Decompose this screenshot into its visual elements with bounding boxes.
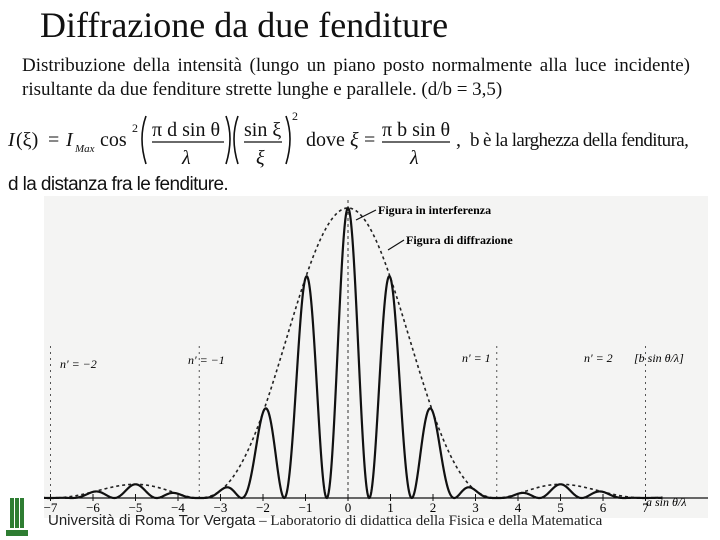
- formula-den2: ξ: [256, 147, 265, 169]
- slide-subtitle: Distribuzione della intensità (lungo un piano posto normalmente alla luce incidente) risultante da due fenditure strette lunghe e parallele. (d/b = 3,5): [22, 55, 690, 100]
- x-tick-label: 4: [514, 500, 522, 515]
- formula-eq: =: [48, 129, 60, 151]
- x-tick-label: −1: [298, 500, 313, 515]
- formula-I: I: [8, 129, 15, 151]
- formula-xi-arg: (ξ): [16, 129, 39, 151]
- formula-exp2: 2: [292, 109, 298, 123]
- x-tick-label: 0: [344, 500, 352, 515]
- x-tick-label: 6: [599, 500, 607, 515]
- n-label-plus2-extra: [b sin θ/λ]: [634, 351, 684, 365]
- formula-comma: ,: [456, 129, 461, 151]
- x-tick-label: −6: [86, 500, 100, 515]
- formula-cos: cos: [100, 129, 127, 151]
- intensity-formula: [4, 106, 716, 176]
- formula-imax: I: [66, 129, 73, 151]
- formula-num1: π d sin θ: [152, 119, 221, 141]
- formula-exp1: 2: [132, 121, 138, 135]
- footer-university: Università di Roma Tor Vergata: [48, 512, 256, 529]
- x-tick-label: 5: [557, 500, 564, 515]
- footer-lab: Laboratorio di didattica della Fisica e della Matematica: [270, 513, 603, 529]
- x-tick-label: 7: [642, 500, 649, 515]
- label-interference: Figura in interferenza: [378, 203, 492, 217]
- x-tick-label: 2: [429, 500, 437, 515]
- footer-separator: –: [259, 513, 267, 529]
- x-tick-label: −5: [128, 500, 143, 515]
- university-logo-icon: [2, 492, 32, 538]
- n-label-minus2: n' = −2: [60, 357, 97, 371]
- n-label-minus1: n' = −1: [188, 353, 225, 367]
- caption-slit-distance: d la distanza fra le fenditure.: [8, 174, 229, 195]
- x-tick-label: −3: [213, 500, 228, 515]
- footer: [48, 512, 602, 530]
- x-axis-label: a sin θ/λ: [646, 495, 687, 509]
- x-tick-label: −7: [44, 500, 58, 515]
- formula-b-text: b è la larghezza della fenditura,: [470, 130, 689, 151]
- slide-title: Diffrazione da due fenditure: [40, 5, 449, 45]
- x-tick-label: 1: [387, 500, 394, 515]
- formula-dove: dove: [306, 129, 345, 151]
- formula-eq2: =: [364, 129, 376, 151]
- x-tick-label: −2: [256, 500, 270, 515]
- formula-imax-sub: Max: [75, 143, 95, 155]
- n-label-plus1: n' = 1: [462, 351, 491, 365]
- formula-xi: ξ: [350, 129, 359, 151]
- label-diffraction: Figura di diffrazione: [406, 233, 513, 247]
- formula-num2: sin ξ: [244, 119, 282, 141]
- diffraction-figure: [44, 196, 708, 518]
- x-tick-label: −4: [171, 500, 185, 515]
- formula-den3: λ: [410, 147, 419, 169]
- interference-curve: [44, 208, 663, 498]
- n-label-plus2: n' = 2: [584, 351, 613, 365]
- formula-den1: λ: [182, 147, 191, 169]
- formula-num3: π b sin θ: [382, 119, 451, 141]
- x-tick-label: 3: [472, 500, 479, 515]
